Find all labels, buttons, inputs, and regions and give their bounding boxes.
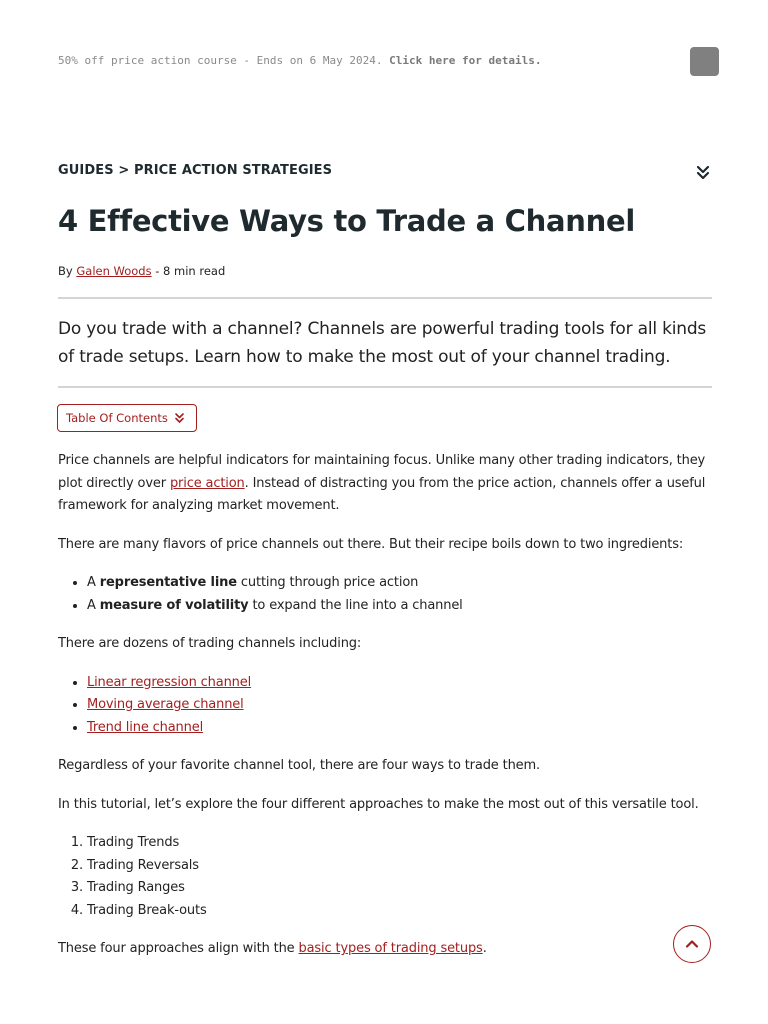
breadcrumb-section[interactable]: PRICE ACTION STRATEGIES xyxy=(133,163,333,178)
channels-list xyxy=(58,672,712,740)
breadcrumb-separator: > xyxy=(113,163,134,178)
toc-label: Table Of Contents xyxy=(66,411,168,425)
promo-text: 50% off price action course - Ends on 6 May 2024. xyxy=(58,54,390,67)
paragraph: In this tutorial, let’s explore the four different approaches to make the most out of this versatile tool. xyxy=(58,796,699,812)
paragraph: There are many flavors of price channels out there. But their recipe boils down to two ingredients: xyxy=(58,536,684,552)
page-title: 4 Effective Ways to Trade a Channel xyxy=(58,204,635,238)
paragraph-text: . Instead of distracting you from the price action, channels offer a useful framework for analyzing market movement. xyxy=(58,475,706,513)
list-text: to expand the line into a channel xyxy=(248,597,463,613)
list-item: 4. Trading Break-outs xyxy=(87,900,712,923)
list-item xyxy=(87,595,712,618)
list-item: 2. Trading Reversals xyxy=(87,855,712,878)
table-of-contents-button[interactable] xyxy=(57,404,197,432)
moving-average-link[interactable]: Moving average channel xyxy=(87,697,244,712)
byline-prefix: By xyxy=(58,264,77,278)
list-item xyxy=(87,717,712,740)
list-text: cutting through price action xyxy=(236,575,419,590)
ingredients-list xyxy=(58,572,712,617)
linear-regression-link[interactable]: Linear regression channel xyxy=(87,674,252,690)
paragraph-text: . xyxy=(482,941,487,956)
list-bold: representative line xyxy=(99,575,237,590)
list-item xyxy=(87,694,712,717)
trend-line-link[interactable]: Trend line channel xyxy=(87,719,204,735)
list-item xyxy=(87,672,712,695)
chevron-up-icon xyxy=(685,939,699,949)
paragraph: Regardless of your favorite channel tool, there are four ways to trade them. xyxy=(58,758,541,773)
list-item xyxy=(87,572,712,595)
trading-setups-link[interactable]: basic types of trading setups xyxy=(298,941,483,956)
divider xyxy=(58,386,712,388)
article-lead: Do you trade with a channel? Channels are powerful trading tools for all kinds of trade setups. Learn how to make the most out of your channel trading. xyxy=(58,319,707,367)
paragraph-text: Price channels are helpful indicators for maintaining focus. Unlike many other trading indicators, they plot directly over xyxy=(58,453,706,491)
scroll-to-top-button[interactable] xyxy=(673,925,711,963)
promo-details-link[interactable]: Click here for details. xyxy=(389,54,542,67)
chevron-double-down-icon xyxy=(174,412,185,424)
list-text: A xyxy=(87,597,100,613)
promo-close-button[interactable] xyxy=(690,47,719,76)
paragraph xyxy=(58,450,712,518)
paragraph xyxy=(58,938,712,961)
list-item: 3. Trading Ranges xyxy=(87,877,712,900)
read-time: - 8 min read xyxy=(151,264,226,278)
paragraph-text: These four approaches align with the xyxy=(58,941,299,956)
byline xyxy=(58,264,225,278)
breadcrumb xyxy=(58,163,332,178)
divider xyxy=(58,297,712,299)
price-action-link[interactable]: price action xyxy=(169,475,245,491)
paragraph: There are dozens of trading channels including: xyxy=(58,636,362,651)
article-body xyxy=(58,450,712,977)
author-link[interactable]: Galen Woods xyxy=(76,264,152,278)
breadcrumb-toggle-button[interactable] xyxy=(694,162,712,182)
breadcrumb-guides[interactable]: GUIDES xyxy=(58,163,114,178)
chevron-double-down-icon xyxy=(694,162,712,182)
list-bold: measure of volatility xyxy=(99,597,249,613)
list-item: 1. Trading Trends xyxy=(87,832,712,855)
promo-banner xyxy=(58,54,541,67)
approaches-list xyxy=(58,832,712,922)
list-text: A xyxy=(87,575,100,590)
